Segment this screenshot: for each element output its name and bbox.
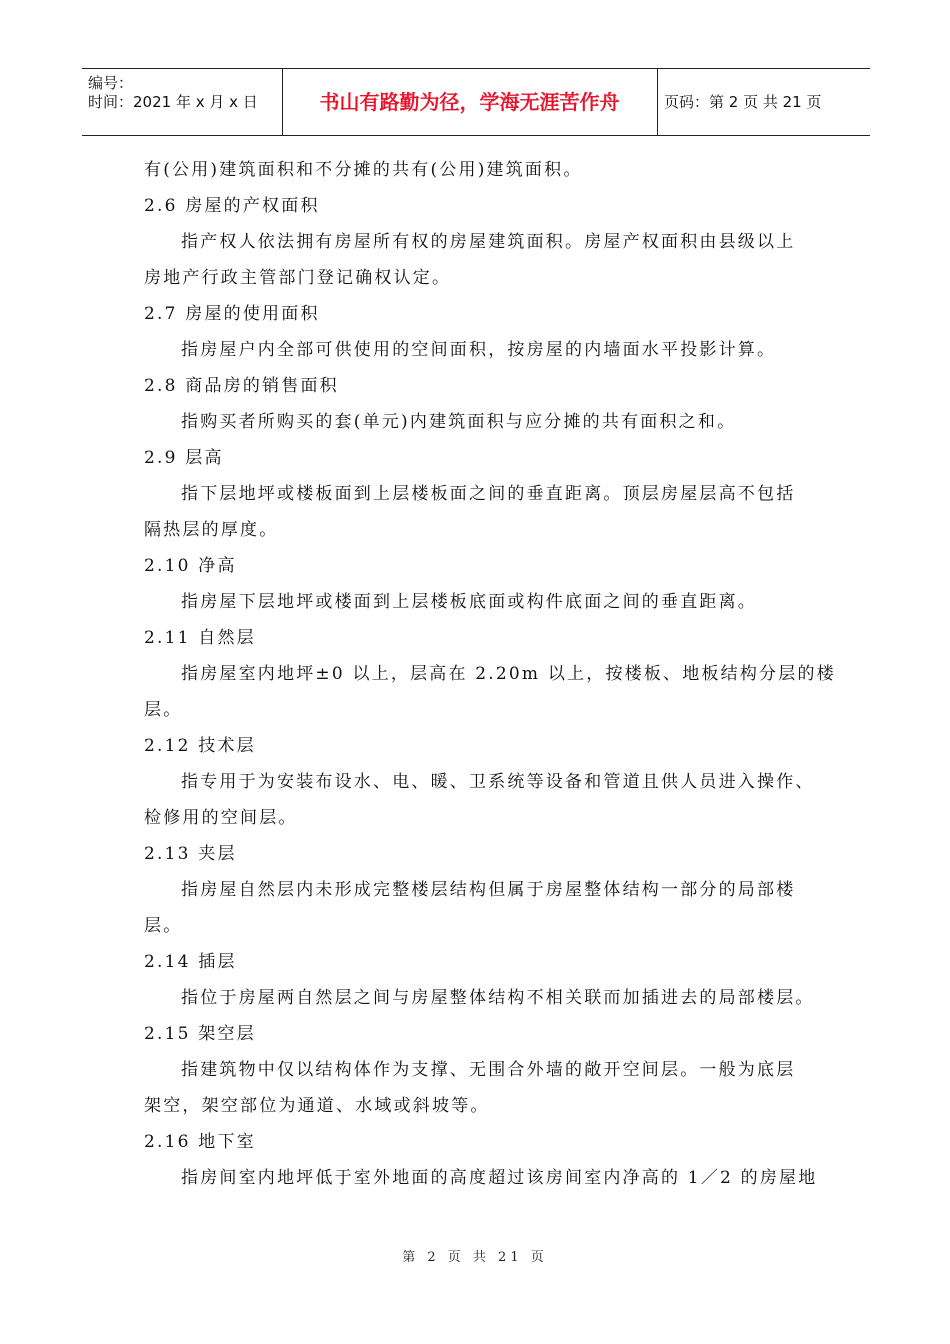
section-heading: 2.9 层高	[144, 448, 224, 468]
section-heading: 2.11 自然层	[144, 628, 256, 648]
body-line: 指下层地坪或楼板面到上层楼板面之间的垂直距离。顶层房屋层高不包括	[181, 484, 796, 504]
header-divider	[657, 69, 658, 135]
body-line: 指产权人依法拥有房屋所有权的房屋建筑面积。房屋产权面积由县级以上	[181, 232, 796, 252]
section-heading: 2.14 插层	[144, 952, 237, 972]
header-motto: 书山有路勤为径，学海无涯苦作舟	[319, 90, 620, 114]
body-line: 隔热层的厚度。	[144, 520, 279, 540]
body-line: 指房屋下层地坪或楼面到上层楼板底面或构件底面之间的垂直距离。	[181, 592, 757, 612]
section-heading: 2.15 架空层	[144, 1024, 256, 1044]
section-heading: 2.13 夹层	[144, 844, 237, 864]
section-heading: 2.8 商品房的销售面积	[144, 376, 339, 396]
body-line: 有(公用)建筑面积和不分摊的共有(公用)建筑面积。	[144, 160, 583, 180]
body-line: 指房屋自然层内未形成完整楼层结构但属于房屋整体结构一部分的局部楼	[181, 880, 796, 900]
body-line: 指位于房屋两自然层之间与房屋整体结构不相关联而加插进去的局部楼层。	[181, 988, 815, 1008]
body-line: 架空，架空部位为通道、水域或斜坡等。	[144, 1096, 490, 1116]
body-line: 检修用的空间层。	[144, 808, 298, 828]
document-time-label: 时间：2021 年 x 月 x 日	[88, 93, 258, 111]
header-page-number: 页码：第 2 页 共 21 页	[664, 93, 822, 111]
body-line: 指购买者所购买的套(单元)内建筑面积与应分摊的共有面积之和。	[181, 412, 737, 432]
body-line: 层。	[144, 916, 183, 936]
body-line: 指建筑物中仅以结构体作为支撑、无围合外墙的敞开空间层。一般为底层	[181, 1060, 796, 1080]
body-line: 层。	[144, 700, 183, 720]
document-header	[82, 68, 870, 136]
section-heading: 2.16 地下室	[144, 1132, 256, 1152]
section-heading: 2.10 净高	[144, 556, 237, 576]
page-footer: 第 2 页 共 21 页	[402, 1250, 548, 1265]
body-line: 指房屋室内地坪±0 以上，层高在 2.20m 以上，按楼板、地板结构分层的楼	[181, 664, 836, 684]
document-number-label: 编号：	[88, 74, 134, 92]
body-line: 房地产行政主管部门登记确权认定。	[144, 268, 452, 288]
section-heading: 2.12 技术层	[144, 736, 256, 756]
section-heading: 2.6 房屋的产权面积	[144, 196, 320, 216]
body-line: 指房间室内地坪低于室外地面的高度超过该房间室内净高的 1／2 的房屋地	[181, 1168, 818, 1188]
body-line: 指专用于为安装布设水、电、暖、卫系统等设备和管道且供人员进入操作、	[181, 772, 815, 792]
section-heading: 2.7 房屋的使用面积	[144, 304, 320, 324]
body-line: 指房屋户内全部可供使用的空间面积，按房屋的内墙面水平投影计算。	[181, 340, 777, 360]
